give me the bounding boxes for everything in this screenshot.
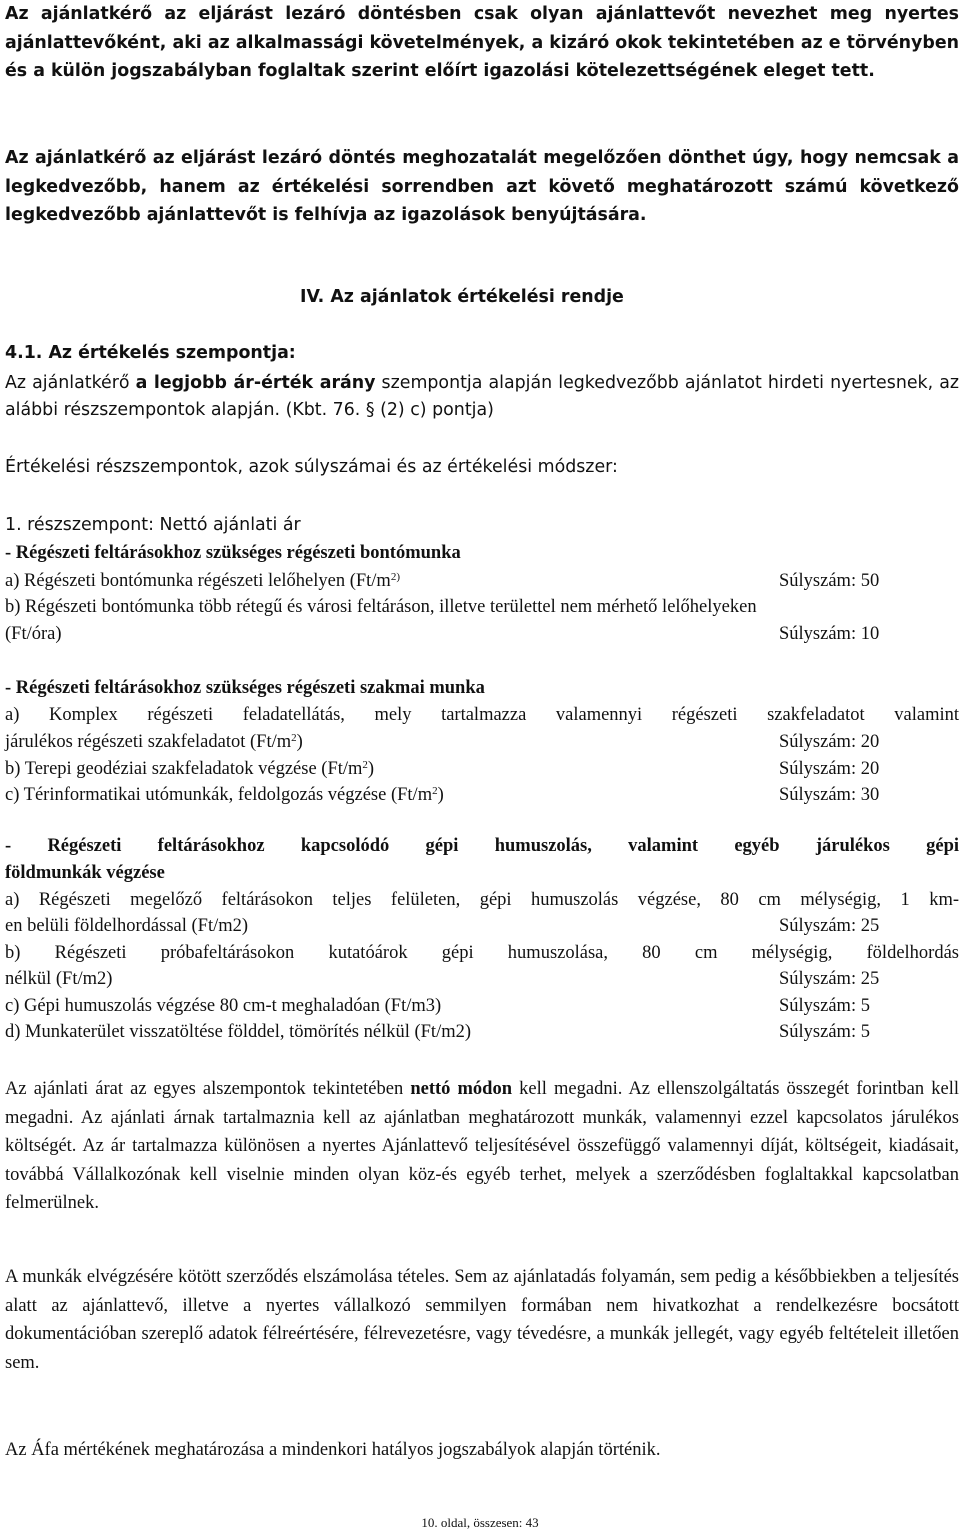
group3-item-c-text: c) Gépi humuszolás végzése 80 cm-t meghaladóan (Ft/m3): [5, 996, 442, 1016]
group3-item-a-text: en belüli földelhordással (Ft/m2): [5, 916, 249, 936]
group1-item-b-text: (Ft/óra): [5, 624, 62, 644]
group1-item-b-line1: b) Régészeti bontómunka több rétegű és városi feltáráson, illetve területtel nem mérhető lelőhelyeken: [5, 597, 757, 617]
section-heading: IV. Az ajánlatok értékelési rendje: [300, 287, 624, 307]
intro-paragraph-2: Az ajánlatkérő az eljárást lezáró döntés meghozatalát megelőzően dönthet úgy, hogy nemcsak a legkedvezőbb, hanem az értékelési sorrendben azt követő meghatározott számú következő legkedvezőbb ajánlattevőt is felhívja az igazolások benyújtására.: [5, 148, 959, 225]
criteria-text-post: szempontja alapján legkedvezőbb ajánlatot hirdeti nyertesnek, az alábbi részszempontok alapján. (Kbt. 76. § (2) c) pontja): [5, 373, 959, 420]
intro-paragraph-1: Az ajánlatkérő az eljárást lezáró döntésben csak olyan ajánlattevőt nevezhet meg nyertes ajánlattevőként, aki az alkalmassági követelmények, a kizáró okok tekintetében az e törvényben és a külön jogszabályban foglaltak szerint előírt igazolási kötelezettségének eleget tett.: [5, 4, 959, 81]
body-p1-pre: Az ajánlati árat az egyes alszempontok tekintetében: [5, 1079, 411, 1099]
criteria-text-pre: Az ajánlatkérő: [5, 373, 136, 393]
group3-item-b-line1: b) Régészeti próbafeltárásokon kutatóárok gépi humuszolása, 80 cm mélységig, földelhordás: [5, 943, 959, 963]
group3-item-c: [5, 993, 959, 1021]
group2-item-b-text: b) Terepi geodéziai szakfeladatok végzése $(Ft/m^2)$: [5, 759, 375, 779]
criteria-text-bold: a legjobb ár-érték arány: [135, 373, 376, 393]
group3-item-d-weight: Súlyszám: 5: [779, 1022, 870, 1042]
group2-item-a: [5, 729, 959, 757]
group2-item-c-text: c) Térinformatikai utómunkák, feldolgozás végzése $(Ft/m^2)$: [5, 785, 444, 805]
group3-item-a: [5, 913, 959, 941]
group3-item-c-weight: Súlyszám: 5: [779, 996, 870, 1016]
body-paragraph-1: [5, 1075, 959, 1218]
group1-item-b-weight: Súlyszám: 10: [779, 624, 880, 644]
criteria-title: 1. részszempont: Nettó ajánlati ár: [5, 515, 301, 535]
group3-item-b: [5, 966, 959, 994]
group2-item-a-text: járulékos régészeti szakfeladatot $(Ft/m^2)$: [5, 732, 303, 752]
evaluation-line: Értékelési részszempontok, azok súlyszámai és az értékelési módszer:: [5, 457, 618, 477]
body-paragraph-3: Az Áfa mértékének meghatározása a mindenkori hatályos jogszabályok alapján történik.: [5, 1440, 661, 1460]
group2-item-a-weight: Súlyszám: 20: [779, 732, 880, 752]
body-p1-bold: nettó módon: [410, 1079, 513, 1099]
group3-item-d: [5, 1019, 959, 1047]
criteria-paragraph: [5, 370, 959, 424]
group1-item-a-weight: Súlyszám: 50: [779, 571, 880, 591]
group1-item-b: [5, 621, 959, 649]
group2-item-c-weight: Súlyszám: 30: [779, 785, 880, 805]
group2-item-a-line1: a) Komplex régészeti feladatellátás, mely tartalmazza valamennyi régészeti szakfeladatot valamint: [5, 705, 959, 725]
group2-item-b: [5, 756, 959, 784]
group1-item-a-text: a) Régészeti bontómunka régészeti lelőhelyen ($Ft/m^{2)}$: [5, 571, 400, 591]
sub-heading: 4.1. Az értékelés szempontja:: [5, 343, 296, 363]
body-paragraph-2: A munkák elvégzésére kötött szerződés elszámolása tételes. Sem az ajánlatadás folyamán, sem pedig a későbbiekben a teljesítés alatt az ajánlattevő, illetve a nyertes vállalkozó semmilyen formában nem hivatkozhat a rendelkezésre bocsátott dokumentációban szereplő adatok félreértésére, félrevezetésre, vagy tévedésre, a munkák jellegét, vagy egyéb feltételeit illetően sem.: [5, 1267, 959, 1373]
group1-item-a: [5, 568, 959, 596]
group2-heading: - Régészeti feltárásokhoz szükséges régészeti szakmai munka: [5, 678, 485, 698]
group3-item-b-weight: Súlyszám: 25: [779, 969, 880, 989]
page-footer: 10. oldal, összesen: 43: [421, 1515, 539, 1530]
group3-item-a-line1: a) Régészeti megelőző feltárásokon teljes felületen, gépi humuszolás végzése, 80 cm mélységig, 1 km-: [5, 890, 959, 910]
group3-item-d-text: d) Munkaterület visszatöltése földdel, tömörítés nélkül (Ft/m2): [5, 1022, 472, 1042]
group3-heading-line1: - Régészeti feltárásokhoz kapcsolódó gépi humuszolás, valamint egyéb járulékos gépi: [5, 836, 959, 856]
group3-item-b-text: nélkül (Ft/m2): [5, 969, 113, 989]
group3-item-a-weight: Súlyszám: 25: [779, 916, 880, 936]
group3-heading-line2: földmunkák végzése: [5, 863, 165, 883]
group2-item-c: [5, 782, 959, 810]
group2-item-b-weight: Súlyszám: 20: [779, 759, 880, 779]
group1-heading: - Régészeti feltárásokhoz szükséges régészeti bontómunka: [5, 543, 461, 563]
body-p1-post: kell megadni. Az ellenszolgáltatás összegét forintban kell megadni. Az ajánlati árnak tartalmaznia kell az ajánlatban meghatározott munkák, valamennyi ezzel kapcsolatos járulékos költségét. Az ár tartalmazza különösen a nyertes Ajánlattevő teljesítésével összefüggő valamennyi díját, költségeit, kiadásait, továbbá Vállalkozónak kell viselnie minden olyan köz-és egyéb terhet, melyek a szerződésben foglaltakkal kapcsolatban felmerülnek.: [5, 1079, 959, 1213]
